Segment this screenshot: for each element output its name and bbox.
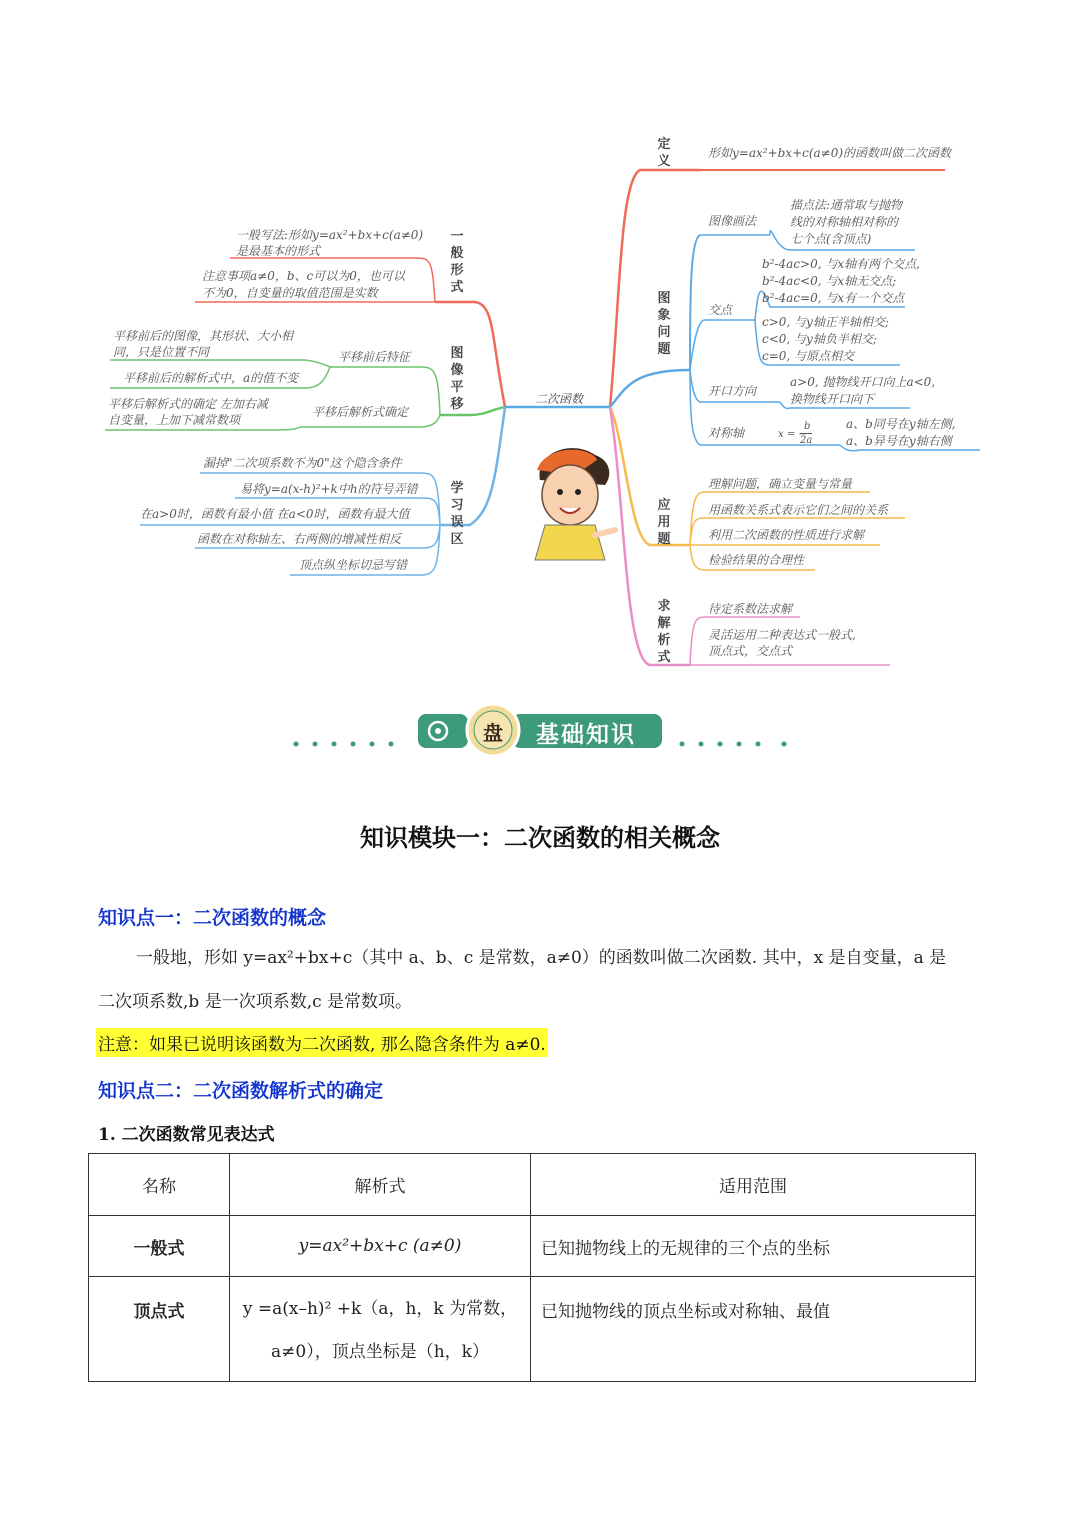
table-row	[89, 1277, 976, 1382]
table-header: 适用范围	[531, 1154, 976, 1216]
opening-line1: a>0, 抛物线开口向上a<0,	[790, 375, 936, 389]
axis-label: 对称轴	[708, 426, 745, 440]
axis-line2: a、b异号在y轴右侧	[846, 434, 952, 448]
formula-line1: y =a(x–h)² +k（a，h，k 为常数，	[242, 1299, 518, 1319]
point1-note: 注意：如果已说明该函数为二次函数, 那么隐含条件为 a≠0.	[96, 1028, 548, 1057]
mistake-item-5: 顶点纵坐标切忌写错	[299, 558, 408, 572]
mistake-item-2: 易将y=a(x-h)²+k中h的符号弄错	[240, 482, 418, 496]
intersection-g1-1: b²-4ac>0, 与x轴有两个交点,	[762, 257, 920, 271]
table-header: 解析式	[230, 1154, 531, 1216]
table-header-row	[89, 1154, 976, 1216]
general-item1-line1: 一般写法:形如y=ax²+bx+c(a≠0)	[236, 228, 424, 242]
opening-label: 开口方向	[708, 384, 757, 398]
axis-formula-prefix: x = −	[778, 429, 807, 440]
branch-definition-label: 定义	[657, 137, 671, 169]
table-cell-formula: y=ax²+bx+c (a≠0)	[230, 1216, 531, 1277]
graph-drawing-line1: 描点法:通常取与抛物	[790, 198, 903, 212]
mistake-item-3: 在a>0时，函数有最小值 在a<0时，函数有最大值	[140, 507, 410, 521]
boy-illustration	[515, 440, 625, 565]
table-cell-name: 顶点式	[89, 1277, 230, 1382]
table-cell-scope: 已知抛物线上的无规律的三个点的坐标	[531, 1216, 976, 1277]
shift-formula-label: 平移后解析式确定	[312, 405, 409, 419]
point2-subtitle: 1. 二次函数常见表达式	[98, 1125, 275, 1145]
application-item-4: 检验结果的合理性	[708, 553, 805, 567]
table-cell-scope: 已知抛物线的顶点坐标或对称轴、最值	[531, 1277, 976, 1382]
shift-feature-line2: 同，只是位置不同	[113, 345, 210, 359]
branch-application-label: 应用题	[657, 498, 671, 547]
module-title: 知识模块一：二次函数的相关概念	[360, 823, 720, 852]
mind-map	[0, 0, 1080, 690]
banner-text: 基础知识	[536, 722, 636, 748]
intersection-g2-3: c=0, 与原点相交	[762, 349, 855, 363]
point1-para-line2: 二次项系数,b 是一次项系数,c 是常数项。	[98, 992, 413, 1012]
shift-feature-label: 平移前后特征	[338, 350, 411, 364]
solve-item-1: 待定系数法求解	[708, 602, 793, 616]
table-cell-formula	[230, 1277, 531, 1382]
solve-item-3: 顶点式，交点式	[708, 644, 793, 658]
section-banner	[290, 700, 790, 760]
expression-table	[88, 1153, 976, 1382]
point1-para-line1: 一般地，形如 y=ax²+bx+c（其中 a、b、c 是常数，a≠0）的函数叫做二次函数. 其中，x 是自变量，a 是	[136, 948, 947, 968]
branch-general-label: 一般形式	[450, 229, 464, 295]
intersection-g2-2: c<0, 与y轴负半相交;	[762, 332, 877, 346]
axis-formula-den: 2a	[800, 435, 813, 446]
shift-formula-line1: 平移后解析式的确定 左加右减	[108, 397, 268, 411]
mistake-item-4: 函数在对称轴左、右两侧的增减性相反	[197, 532, 402, 546]
branch-mistakes-label: 学习误区	[450, 481, 464, 547]
branch-shift-label: 图像平移	[450, 346, 464, 412]
graph-drawing-line2: 线的对称轴相对称的	[790, 215, 899, 229]
application-item-1: 理解问题，确立变量与常量	[708, 477, 853, 491]
intersection-g2-1: c>0, 与y轴正半轴相交;	[762, 315, 889, 329]
axis-line1: a、b同号在y轴左侧,	[846, 417, 956, 431]
branch-solve-label: 求解析式	[657, 599, 671, 665]
application-item-3: 利用二次函数的性质进行求解	[708, 528, 865, 542]
mind-map-center: 二次函数	[535, 392, 584, 406]
shift-feature-line1: 平移前后的图像，其形状、大小相	[113, 329, 294, 343]
intersection-g1-3: b²-4ac=0, 与x有一个交点	[762, 291, 905, 305]
general-item2-line1: 注意事项a≠0，b、c可以为0，也可以	[202, 269, 405, 283]
graph-drawing-line3: 七个点(含顶点)	[790, 232, 872, 246]
branch-graph-label: 图象问题	[657, 291, 671, 357]
table-row	[89, 1216, 976, 1277]
general-item1-line2: 是最基本的形式	[236, 244, 321, 258]
table-header: 名称	[89, 1154, 230, 1216]
graph-drawing-label: 图像画法	[708, 214, 757, 228]
point1-title: 知识点一：二次函数的概念	[98, 907, 327, 929]
intersection-g1-2: b²-4ac<0, 与x轴无交点;	[762, 274, 897, 288]
opening-line2: 换物线开口向下	[790, 392, 875, 406]
mistake-item-1: 漏掉"二次项系数不为0"这个隐含条件	[203, 456, 402, 470]
table-cell-name: 一般式	[89, 1216, 230, 1277]
application-item-2: 用函数关系式表示它们之间的关系	[708, 503, 889, 517]
shift-formula-line2: 自变量，上加下减常数项	[108, 413, 241, 427]
general-item2-line2: 不为0，自变量的取值范围是实数	[202, 286, 378, 300]
banner-badge: 盘	[483, 721, 503, 745]
definition-text: 形如y=ax²+bx+c(a≠0)的函数叫做二次函数	[708, 146, 952, 160]
formula-line2: a≠0），顶点坐标是（h，k）	[271, 1342, 489, 1362]
intersection-label: 交点	[708, 303, 733, 317]
axis-formula-num: b	[804, 421, 811, 432]
solve-item-2: 灵活运用二种表达式一般式,	[708, 628, 856, 642]
shift-feature-extra: 平移前后的解析式中，a的值不变	[123, 371, 299, 385]
point2-title: 知识点二：二次函数解析式的确定	[98, 1080, 384, 1102]
